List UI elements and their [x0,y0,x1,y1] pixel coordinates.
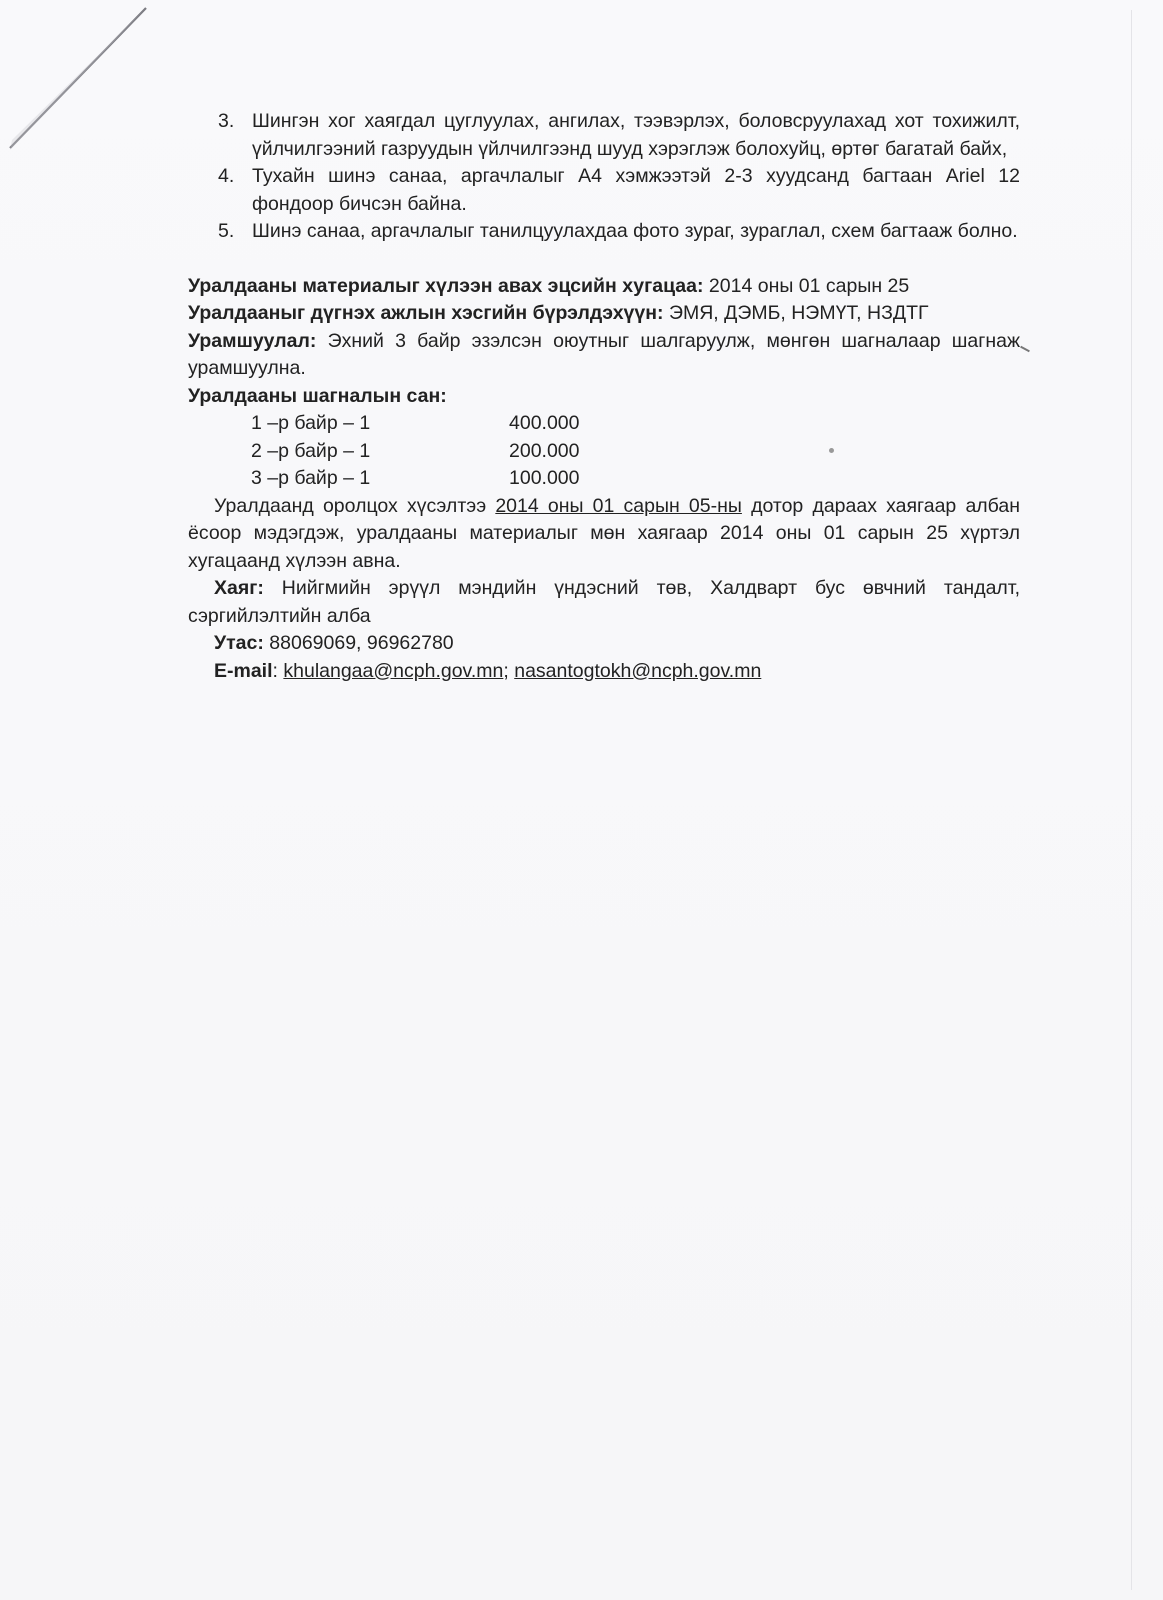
address-label: Хаяг: [214,577,264,599]
prize-fund-heading [188,383,1020,411]
prize-place: 1 –р байр – 1 [251,412,371,434]
spacer [188,246,1020,273]
list-text: Шинэ санаа, аргачлалыг танилцуулахдаа фото зураг, зураглал, схем багтааж болно. [252,220,1018,242]
email-label: E-mail [214,659,273,682]
phone-value: 88069069, 96962780 [269,632,454,654]
jury-label: Уралдааныг дүгнэх ажлын хэсгийн бүрэлдэхүүн: [188,302,664,324]
prize-place: 3 –р байр – 1 [251,467,371,489]
jury-line [188,300,1020,328]
prize-amount: 100.000 [509,467,580,489]
application-text-before: Уралдаанд оролцох хүсэлтээ [214,494,487,517]
table-row [251,465,580,493]
list-item [188,163,1020,218]
application-text-after: дотор дараах хаягаар албан ёсоор мэдэгдэж, уралдааны материалыг мөн хаягаар 2014 оны 01 сарын 25 хүртэл хугацаанд хүлээн авна. [188,494,1021,572]
list-item [188,218,1020,246]
address-paragraph [188,575,1020,630]
requirements-list [188,108,1020,246]
application-date: 2014 оны 01 сарын 05-ны [495,494,742,517]
email-line: E-mail: khulangaa@ncph.gov.mn; nasantogtokh@ncph.gov.mn [214,659,762,682]
email-separator: ; [503,659,509,682]
prize-amount: 200.000 [509,439,580,462]
corner-fold-mark [0,0,160,170]
list-number: 5. [218,220,235,242]
reward-line [188,328,1020,383]
email-link-2[interactable]: nasantogtokh@ncph.gov.mn [514,659,762,682]
list-item [188,108,1020,163]
prize-amount: 400.000 [509,412,580,434]
deadline-label: Уралдааны материалыг хүлээн авах эцсийн хугацаа: [188,274,704,297]
document-body [188,108,1020,685]
phone-line [188,630,1020,658]
application-paragraph [188,493,1020,576]
scan-speck [1020,346,1030,352]
table-row [251,438,580,466]
reward-label: Урамшуулал: [188,329,317,352]
list-text: Шингэн хог хаягдал цуглуулах, ангилах, тээвэрлэх, боловсруулахад хот тохижилт, үйлчилгээний газруудын үйлчилгээнд шууд хэрэглэж болохуйц, өртөг багатай байх, [252,110,1020,160]
prize-place: 2 –р байр – 1 [251,439,371,462]
deadline-line [188,273,1020,301]
email-link-1[interactable]: khulangaa@ncph.gov.mn [283,659,504,682]
prize-fund-label: Уралдааны шагналын сан: [188,384,447,407]
list-text: Тухайн шинэ санаа, аргачлалыг А4 хэмжээтэй 2-3 хуудсанд багтаан Ariel 12 фондоор бичсэн байна. [252,165,1020,215]
page-edge [1131,10,1132,1590]
phone-label: Утас: [214,632,264,654]
jury-value: ЭМЯ, ДЭМБ, НЭМҮТ, НЗДТГ [668,302,929,324]
reward-value: Эхний 3 байр эзэлсэн оюутныг шалгаруулж, мөнгөн шагналаар шагнаж урамшуулна. [188,329,1020,379]
table-row [251,410,580,438]
prize-table [251,410,580,493]
deadline-value: 2014 оны 01 сарын 25 [708,274,910,297]
list-number: 4. [218,165,235,187]
list-number: 3. [218,110,235,132]
address-value: Нийгмийн эрүүл мэндийн үндэсний төв, Халдварт бус өвчний тандалт, сэргийлэлтийн алба [188,577,1020,627]
